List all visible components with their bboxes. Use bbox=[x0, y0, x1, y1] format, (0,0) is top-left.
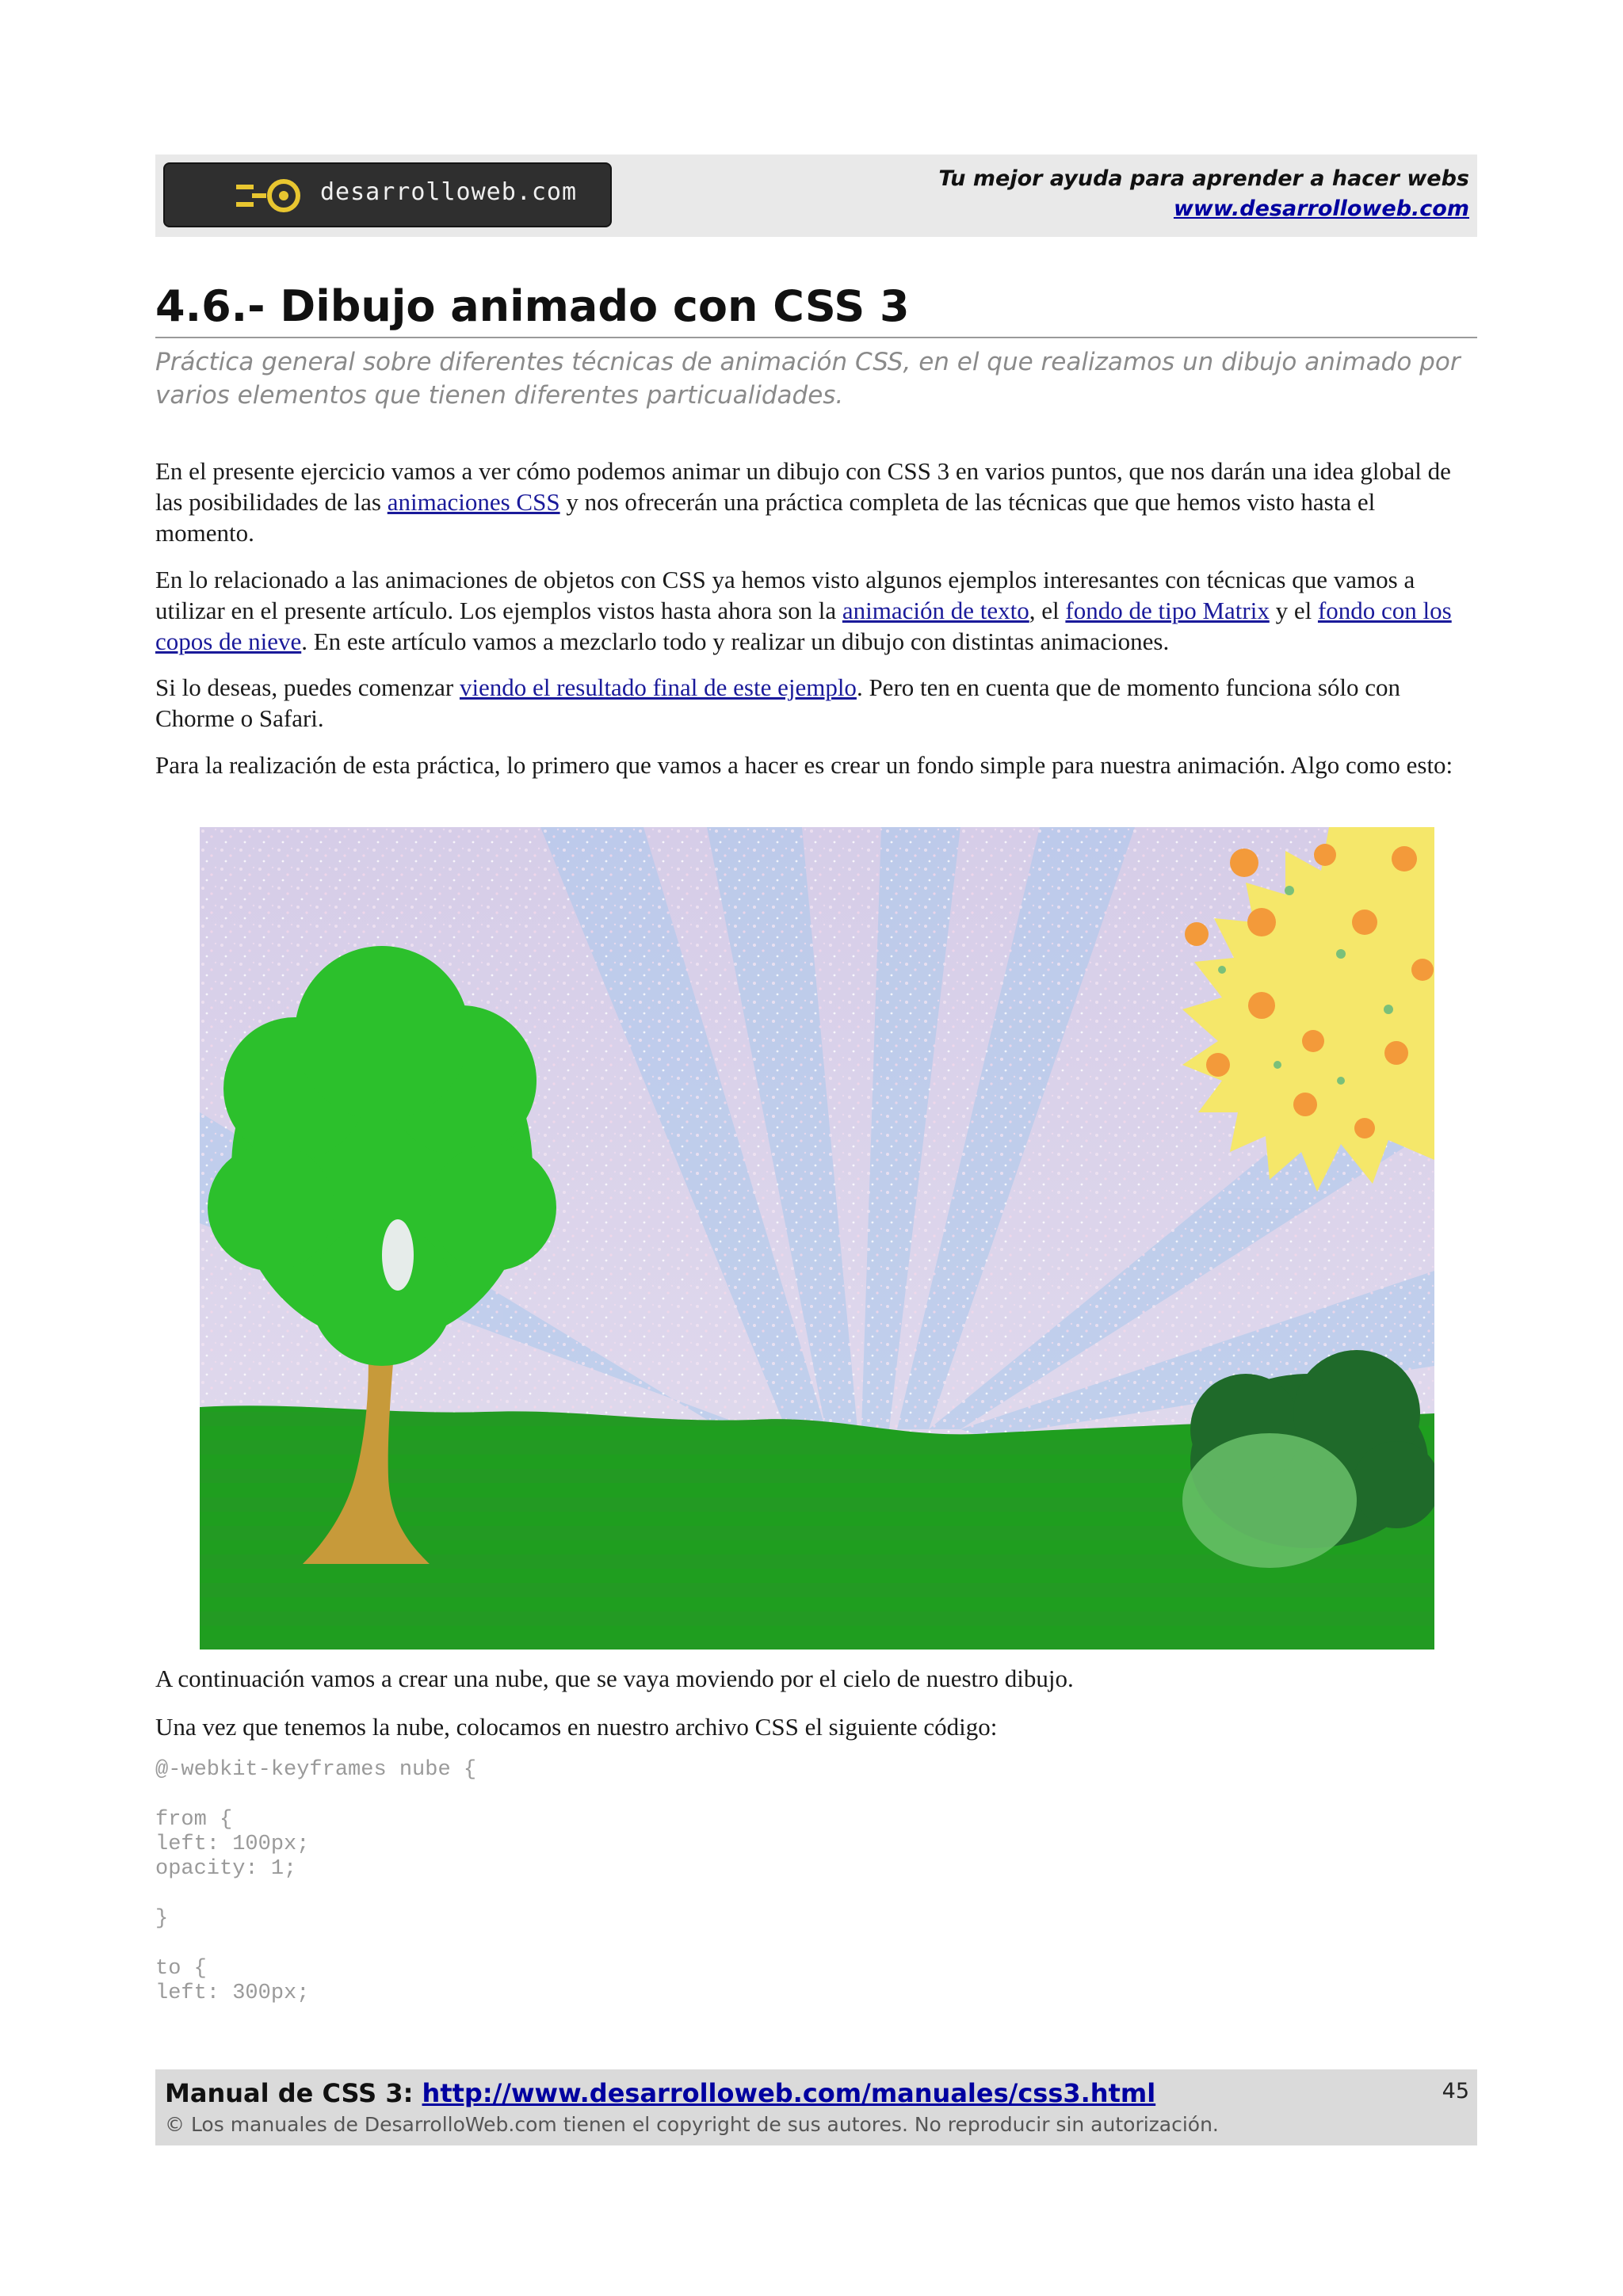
page-number: 45 bbox=[1442, 2079, 1469, 2103]
code-line: } bbox=[155, 1907, 169, 1931]
tagline-text: Tu mejor ayuda para aprender a hacer webs bbox=[938, 166, 1469, 191]
page-footer bbox=[155, 2069, 1477, 2145]
text-span: , el bbox=[1029, 597, 1066, 624]
title-divider bbox=[155, 337, 1477, 338]
site-logo[interactable] bbox=[163, 162, 612, 227]
link-animaciones-css[interactable]: animaciones CSS bbox=[387, 488, 560, 516]
site-link[interactable]: www.desarrolloweb.com bbox=[1173, 196, 1469, 221]
page-header bbox=[155, 154, 1477, 237]
link-fondo-matrix[interactable]: fondo de tipo Matrix bbox=[1065, 597, 1270, 624]
manual-reference bbox=[165, 2076, 1155, 2111]
link-resultado-final[interactable]: viendo el resultado final de este ejemplo bbox=[459, 673, 857, 701]
animated-drawing-image bbox=[200, 827, 1434, 1650]
paragraph-examples bbox=[155, 564, 1477, 657]
paragraph-result bbox=[155, 672, 1477, 734]
text-span: En lo relacionado a las animaciones de objetos con CSS ya hemos visto algunos ejemplos interesantes con técnicas que vamos a utilizar en el presente artículo. Los ejemplos vistos hasta ahora son la bbox=[155, 566, 1415, 624]
logo-icon bbox=[235, 177, 314, 215]
code-line: left: 100px; bbox=[155, 1833, 310, 1856]
manual-label: Manual de CSS 3: bbox=[165, 2078, 422, 2108]
code-line: @-webkit-keyframes nube { bbox=[155, 1758, 477, 1782]
article-subtitle: Práctica general sobre diferentes técnicas de animación CSS, en el que realizamos un dibujo animado por varios elementos que tienen diferentes particualidades. bbox=[155, 348, 1461, 410]
paragraph-background: Para la realización de esta práctica, lo primero que vamos a hacer es crear un fondo simple para nuestra animación. Algo como esto: bbox=[155, 751, 1453, 779]
code-line: from { bbox=[155, 1808, 233, 1832]
link-animacion-texto[interactable]: animación de texto bbox=[842, 597, 1029, 624]
text-span: . Pero ten en cuenta que de momento funciona sólo con Chorme o Safari. bbox=[155, 673, 1401, 732]
code-line: left: 300px; bbox=[155, 1981, 310, 2005]
paragraph-cloud: A continuación vamos a crear una nube, que se vaya moviendo por el cielo de nuestro dibujo. bbox=[155, 1665, 1074, 1692]
code-line: to { bbox=[155, 1957, 207, 1981]
paragraph-intro bbox=[155, 456, 1477, 548]
header-tagline bbox=[938, 164, 1469, 224]
manual-link[interactable]: http://www.desarrolloweb.com/manuales/css3.html bbox=[422, 2078, 1156, 2108]
text-span: Si lo deseas, puedes comenzar bbox=[155, 673, 460, 701]
logo-text: desarrolloweb.com bbox=[320, 178, 578, 206]
page-title: 4.6.- Dibujo animado con CSS 3 bbox=[155, 281, 910, 331]
link-fondo-copos-nieve[interactable]: fondo con los copos de nieve bbox=[155, 597, 1452, 655]
text-span: y el bbox=[1269, 597, 1318, 624]
copyright-notice: © Los manuales de DesarrolloWeb.com tienen el copyright de sus autores. No reproducir sin autorización. bbox=[165, 2113, 1219, 2136]
text-span: y nos ofrecerán una práctica completa de las técnicas que que hemos visto hasta el momento. bbox=[155, 488, 1376, 547]
code-line: opacity: 1; bbox=[155, 1857, 297, 1881]
text-span: . En este artículo vamos a mezclarlo todo y realizar un dibujo con distintas animaciones. bbox=[301, 627, 1170, 655]
paragraph-code-intro: Una vez que tenemos la nube, colocamos en nuestro archivo CSS el siguiente código: bbox=[155, 1713, 998, 1741]
text-span: En el presente ejercicio vamos a ver cómo podemos animar un dibujo con CSS 3 en varios puntos, que nos darán una idea global de las posibilidades de las bbox=[155, 457, 1451, 516]
